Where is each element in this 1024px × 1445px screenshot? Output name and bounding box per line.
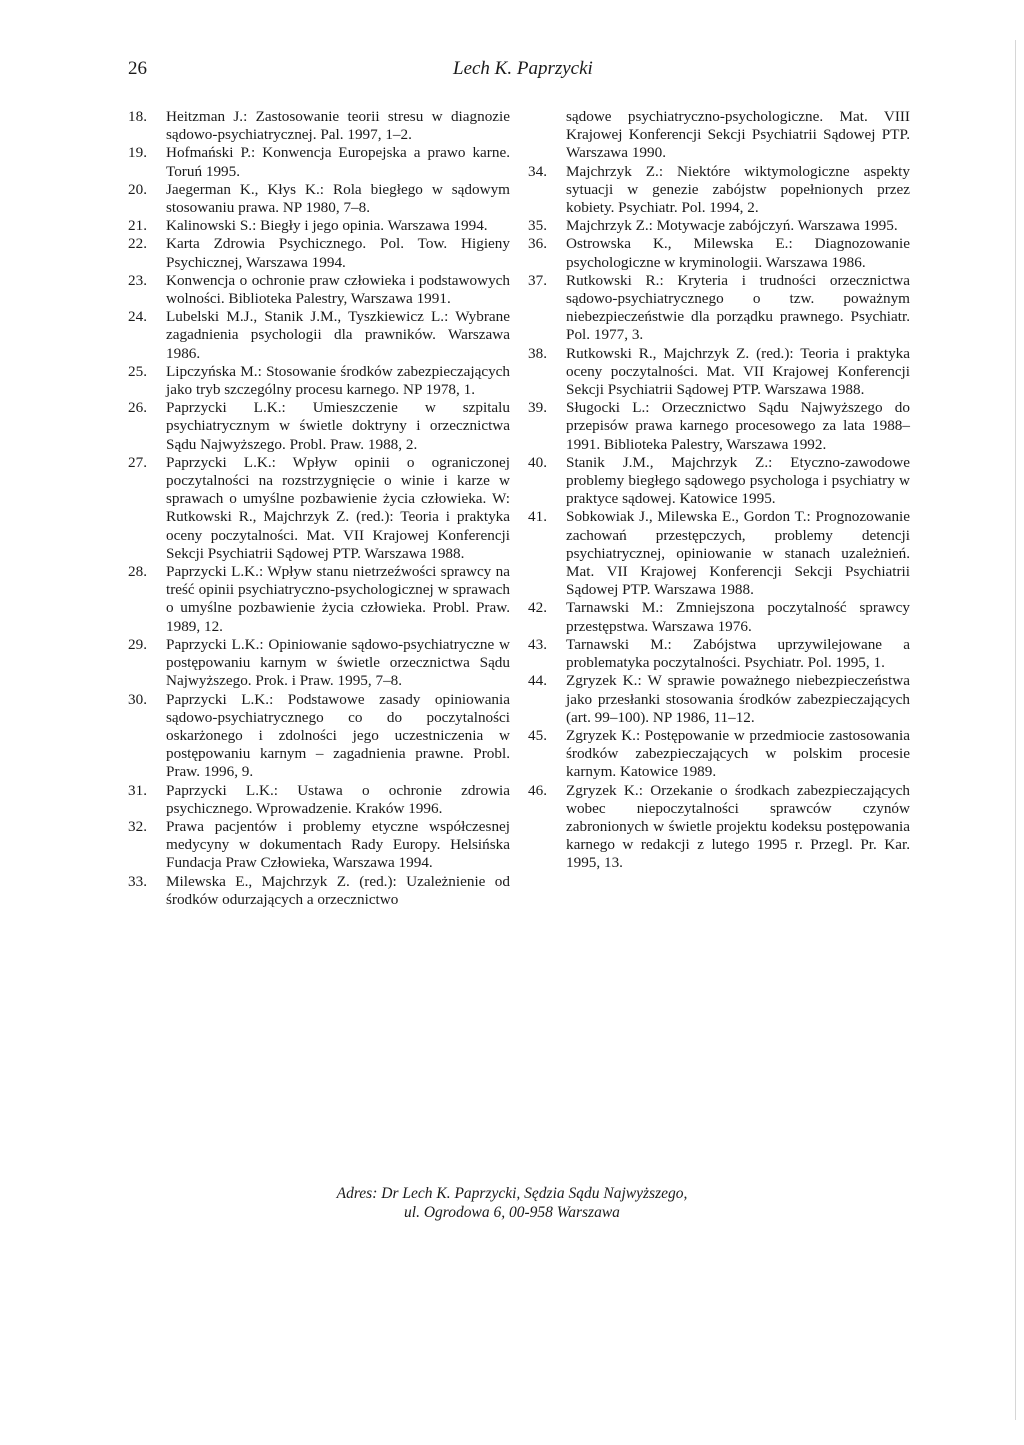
reference-number: 41. <box>528 508 547 526</box>
author-address <box>128 1184 896 1222</box>
reference-text: Lubelski M.J., Stanik J.M., Tyszkiewicz L.: Wybrane zagadnienia psychologii dla prawników. Warszawa 1986. <box>166 308 510 362</box>
reference-text: Paprzycki L.K.: Podstawowe zasady opiniowania sądowo-psychiatrycznego co do poczytalności oskarżonego i zdolności jego uczestniczenia w postępowaniu karnym – zagadnienia prawne. Probl. Praw. 1996, 9. <box>166 690 510 781</box>
reference-item <box>128 363 510 399</box>
reference-text: Rutkowski R., Majchrzyk Z. (red.): Teoria i praktyka oceny poczytalności. Mat. VII Krajowej Konferencji Sekcji Psychiatrii Sądowej PTP. Warszawa 1988. <box>566 344 910 399</box>
reference-item <box>128 818 510 873</box>
reference-text: Zgryzek K.: Postępowanie w przedmiocie zastosowania środków zabezpieczających w polskim procesie karnym. Katowice 1989. <box>566 726 910 781</box>
running-head: Lech K. Paprzycki <box>453 58 593 79</box>
reference-number: 32. <box>128 817 147 835</box>
reference-number: 29. <box>128 635 147 653</box>
reference-number: 21. <box>128 217 147 235</box>
reference-item <box>128 636 510 691</box>
reference-number: 24. <box>128 308 147 326</box>
reference-text: Majchrzyk Z.: Niektóre wiktymologiczne aspekty sytuacji w genezie zabójstw popełnionych przez kobiety. Psychiatr. Pol. 1994, 2. <box>566 162 910 217</box>
reference-item <box>128 873 510 909</box>
reference-item <box>528 235 910 271</box>
reference-item <box>128 272 510 308</box>
reference-text: Paprzycki L.K.: Wpływ opinii o ograniczonej poczytalności na rozstrzygnięcie o winie i karze w sprawach o umyślne pozbawienie życia człowieka. W: Rutkowski R., Majchrzyk Z. (red.): Teoria i praktyka oceny poczytalności. Mat. VII Krajowej Konferencji Sekcji Psychiatrii Sądowej PTP. Warszawa 1988. <box>166 453 510 562</box>
reference-text: Konwencja o ochronie praw człowieka i podstawowych wolności. Biblioteka Palestry, Warszawa 1991. <box>166 271 510 308</box>
reference-text: Paprzycki L.K.: Ustawa o ochronie zdrowia psychicznego. Wprowadzenie. Kraków 1996. <box>166 781 510 817</box>
reference-number: 26. <box>128 399 147 417</box>
reference-text: Rutkowski R.: Kryteria i trudności orzecznictwa sądowo-psychiatrycznego o tzw. poważnym niebezpieczeństwie dla porządku prawnego. Psychiatr. Pol. 1977, 3. <box>566 271 910 344</box>
reference-number: 40. <box>528 453 547 471</box>
reference-number: 22. <box>128 235 147 253</box>
reference-number: 39. <box>528 399 547 417</box>
reference-number: 43. <box>528 635 547 653</box>
reference-number: 38. <box>528 344 547 362</box>
reference-text: Prawa pacjentów i problemy etyczne współczesnej medycyny w dokumentach Rady Europy. Helsińska Fundacja Praw Człowieka, Warszawa 1994. <box>166 817 510 872</box>
address-line-1: Adres: Dr Lech K. Paprzycki, Sędzia Sądu Najwyższego, <box>336 1185 688 1202</box>
reference-text: Tarnawski M.: Zmniejszona poczytalność sprawcy przestępstwa. Warszawa 1976. <box>566 599 910 635</box>
reference-number: 46. <box>528 781 547 799</box>
reference-text: sądowe psychiatryczno-psychologiczne. Mat. VIII Krajowej Konferencji Sekcji Psychiatrii Sądowej PTP. Warszawa 1990. <box>566 108 910 162</box>
reference-number: 42. <box>528 599 547 617</box>
reference-item <box>128 454 510 563</box>
reference-item <box>528 217 910 235</box>
reference-number: 19. <box>128 144 147 162</box>
reference-number: 27. <box>128 453 147 471</box>
reference-item <box>128 217 510 235</box>
references-left-column <box>128 108 510 909</box>
page-header <box>0 58 1024 88</box>
reference-number: 36. <box>528 235 547 253</box>
reference-list-right <box>528 108 910 873</box>
reference-item <box>128 181 510 217</box>
reference-number: 34. <box>528 162 547 180</box>
reference-number: 45. <box>528 726 547 744</box>
reference-item <box>128 235 510 271</box>
reference-number: 25. <box>128 362 147 380</box>
reference-item <box>528 636 910 672</box>
reference-number: 44. <box>528 672 547 690</box>
reference-item <box>528 672 910 727</box>
reference-text: Zgryzek K.: W sprawie poważnego niebezpieczeństwa jako przesłanki stosowania środków zabezpieczających (art. 99–100). NP 1986, 11–12. <box>566 672 910 726</box>
reference-text: Ostrowska K., Milewska E.: Diagnozowanie psychologiczne w kryminologii. Warszawa 1986. <box>566 235 910 271</box>
reference-text: Paprzycki L.K.: Umieszczenie w szpitalu psychiatrycznym w świetle doktryny i orzecznictwa Sądu Najwyższego. Probl. Praw. 1988, 2. <box>166 399 510 453</box>
reference-text: Jaegerman K., Kłys K.: Rola biegłego w sądowym stosowaniu prawa. NP 1980, 7–8. <box>166 180 510 217</box>
reference-item <box>528 399 910 454</box>
references-right-column <box>528 108 910 873</box>
reference-text: Zgryzek K.: Orzekanie o środkach zabezpieczających wobec niepoczytalności sprawców czynów zabronionych w świetle projektu kodeksu postępowania karnego w redakcji z lutego 1995 r. Przegl. Pr. Kar. 1995, 13. <box>566 781 910 872</box>
reference-item <box>128 691 510 782</box>
reference-item <box>528 599 910 635</box>
reference-item <box>528 345 910 400</box>
reference-item <box>528 782 910 873</box>
reference-list-left <box>128 108 510 909</box>
reference-item <box>528 454 910 509</box>
reference-text: Stanik J.M., Majchrzyk Z.: Etyczno-zawodowe problemy biegłego sądowego psychologa i psychiatry w praktyce sądowej. Katowice 1995. <box>566 453 910 508</box>
reference-item <box>128 144 510 180</box>
address-line-2: ul. Ogrodowa 6, 00-958 Warszawa <box>404 1204 620 1221</box>
reference-text: Paprzycki L.K.: Wpływ stanu nietrzeźwości sprawcy na treść opinii psychiatryczno-psychologicznej w sprawach o umyślne pozbawienie życia człowieka. Probl. Praw. 1989, 12. <box>166 563 510 635</box>
reference-item <box>128 563 510 636</box>
reference-number: 30. <box>128 690 147 708</box>
reference-text: Karta Zdrowia Psychicznego. Pol. Tow. Higieny Psychicznej, Warszawa 1994. <box>166 235 510 271</box>
reference-item <box>528 163 910 218</box>
reference-number: 18. <box>128 108 147 125</box>
reference-number: 35. <box>528 217 547 235</box>
reference-number: 20. <box>128 180 147 198</box>
reference-item <box>128 399 510 454</box>
reference-text: Majchrzyk Z.: Motywacje zabójczyń. Warszawa 1995. <box>566 217 898 235</box>
reference-number: 31. <box>128 781 147 799</box>
reference-text: Paprzycki L.K.: Opiniowanie sądowo-psychiatryczne w postępowaniu karnym w świetle orzecznictwa Sądu Najwyższego. Prok. i Praw. 1995, 7–8. <box>166 635 510 690</box>
reference-continuation <box>528 108 910 163</box>
page-number: 26 <box>128 58 147 79</box>
reference-text: Hofmański P.: Konwencja Europejska a prawo karne. Toruń 1995. <box>166 144 510 180</box>
reference-item <box>528 272 910 345</box>
reference-text: Milewska E., Majchrzyk Z. (red.): Uzależnienie od środków odurzających a orzecznictwo <box>166 872 510 908</box>
reference-text: Kalinowski S.: Biegły i jego opinia. Warszawa 1994. <box>166 217 488 235</box>
reference-text: Sługocki L.: Orzecznictwo Sądu Najwyższego do przepisów prawa karnego procesowego za lata 1988–1991. Biblioteka Palestry, Warszawa 1992. <box>566 399 910 453</box>
reference-item <box>528 727 910 782</box>
reference-text: Heitzman J.: Zastosowanie teorii stresu w diagnozie sądowo-psychiatrycznej. Pal. 1997, 1–2. <box>166 108 510 144</box>
reference-text: Sobkowiak J., Milewska E., Gordon T.: Prognozowanie zachowań przestępczych, problemy detencji psychiatrycznej, opiniowanie w stanach uzależnień. Mat. VII Krajowej Konferencji Sekcji Psychiatrii Sądowej PTP. Warszawa 1988. <box>566 508 910 599</box>
reference-item <box>128 108 510 144</box>
reference-number: 23. <box>128 271 147 289</box>
page-edge-line <box>1015 40 1016 1420</box>
reference-item <box>128 308 510 363</box>
reference-item <box>128 782 510 818</box>
reference-item <box>528 508 910 599</box>
reference-number: 37. <box>528 271 547 289</box>
reference-text: Lipczyńska M.: Stosowanie środków zabezpieczających jako tryb szczególny procesu karnego. NP 1978, 1. <box>166 362 510 399</box>
reference-number: 28. <box>128 563 147 581</box>
reference-number: 33. <box>128 872 147 890</box>
reference-text: Tarnawski M.: Zabójstwa uprzywilejowane a problematyka poczytalności. Psychiatr. Pol. 1995, 1. <box>566 635 910 672</box>
